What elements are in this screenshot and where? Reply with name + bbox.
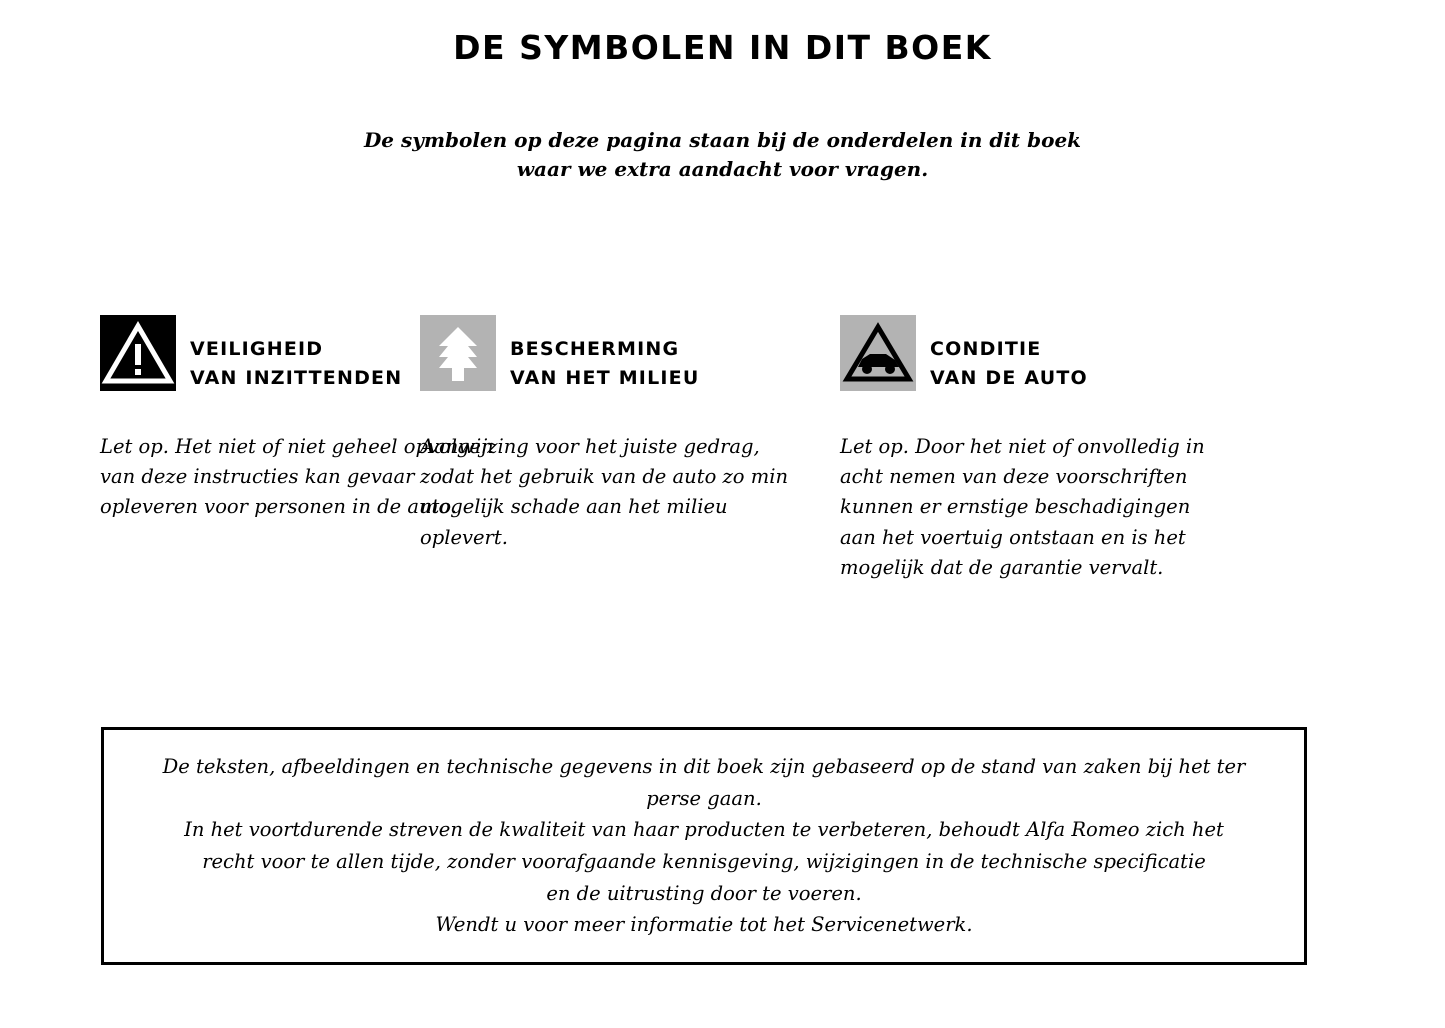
legal-notice-line-3: recht voor te allen tijde, zonder voorafgaande kennisgeving, wijzigingen in de technische specificatie [202, 850, 1206, 873]
symbol-heading-line-1: VEILIGHEID [190, 338, 324, 360]
intro-paragraph [273, 126, 1173, 184]
legal-notice-line-4: en de uitrusting door te voeren. [546, 881, 862, 905]
page-title: DE SYMBOLEN IN DIT BOEK [453, 28, 992, 67]
legal-notice-line-2: In het voortdurende streven de kwaliteit van haar producten te verbeteren, behoudt Alfa Romeo zich het [184, 818, 1224, 842]
intro-line-2: waar we extra aandacht voor vragen. [516, 157, 929, 182]
symbol-heading-line-1: CONDITIE [930, 338, 1042, 360]
legal-notice-box [101, 727, 1307, 965]
symbol-heading-line-2: VAN DE AUTO [930, 367, 1088, 390]
legal-notice-line-5: Wendt u voor meer informatie tot het Servicenetwerk. [435, 913, 973, 937]
symbol-header [100, 315, 415, 394]
symbol-header [420, 315, 830, 394]
tree-environment-icon [420, 315, 496, 391]
symbol-column-condition [830, 315, 1350, 583]
legal-notice-line-1: De teksten, afbeeldingen en technische gegevens in dit boek zijn gebaseerd op de stand van zaken bij het ter perse gaan. [162, 755, 1246, 810]
symbol-heading [916, 315, 1088, 394]
legal-notice-text [139, 751, 1269, 940]
car-triangle-icon [840, 315, 916, 391]
symbol-heading-line-2: VAN INZITTENDEN [190, 367, 403, 390]
symbol-column-safety [0, 315, 494, 523]
symbol-heading-line-1: BESCHERMING [510, 338, 680, 360]
symbol-body-text: Aanwijzing voor het juiste gedrag, zodat het gebruik van de auto zo min mogelijk schade aan het milieu oplevert. [420, 434, 789, 549]
symbol-body-text: Let op. Door het niet of onvolledig in acht nemen van deze voorschriften kunnen er ernstige beschadigingen aan het voertuig ontstaan en is het mogelijk dat de garantie vervalt. [840, 434, 1205, 579]
symbol-columns [0, 315, 1445, 583]
symbol-header [840, 315, 1350, 394]
symbol-heading-line-2: VAN HET MILIEU [510, 367, 700, 390]
manual-page [0, 30, 1445, 1028]
symbol-heading [496, 315, 699, 394]
warning-triangle-icon [100, 315, 176, 391]
symbol-column-environment [415, 315, 830, 553]
symbol-body-text: Let op. Het niet of niet geheel opvolgen van deze instructies kan gevaar opleveren voor personen in de auto. [100, 434, 494, 519]
intro-line-1: De symbolen op deze pagina staan bij de onderdelen in dit boek [363, 128, 1082, 153]
symbol-heading [176, 315, 402, 394]
